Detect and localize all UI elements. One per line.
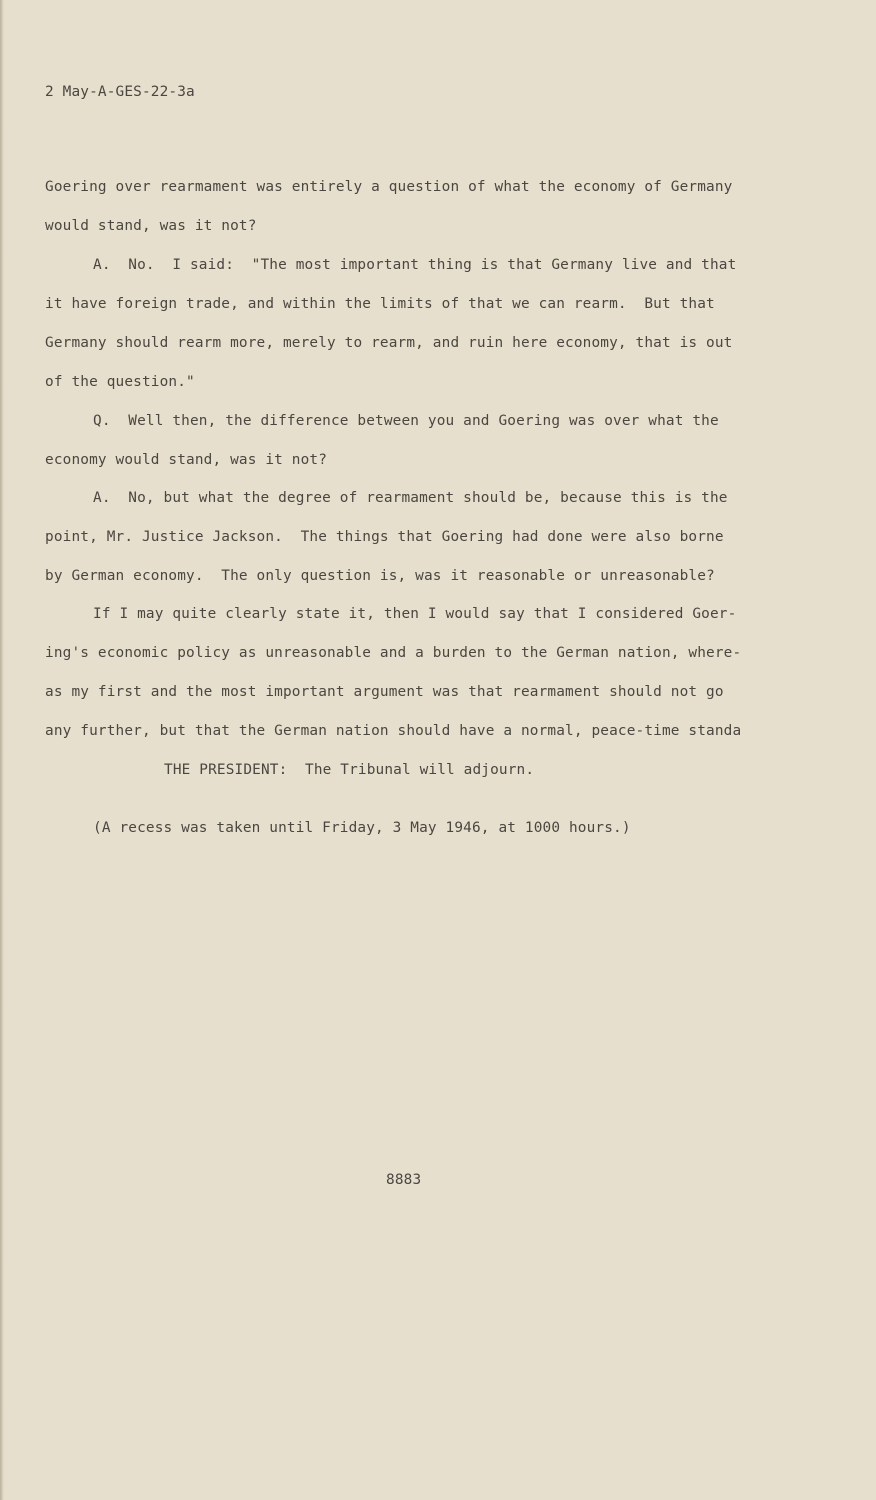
answer-line: A. No. I said: "The most important thing is that Germany live and that bbox=[93, 257, 737, 273]
recess-note: (A recess was taken until Friday, 3 May 1946, at 1000 hours.) bbox=[93, 820, 631, 836]
page-edge-shadow bbox=[0, 0, 4, 1500]
page-number: 8883 bbox=[386, 1172, 422, 1188]
text-line: ing's economic policy as unreasonable and a burden to the German nation, where- bbox=[45, 645, 742, 661]
text-line: would stand, was it not? bbox=[45, 218, 257, 234]
question-line: Q. Well then, the difference between you and Goering was over what the bbox=[93, 413, 719, 429]
president-line: THE PRESIDENT: The Tribunal will adjourn. bbox=[164, 762, 535, 778]
document-reference: 2 May-A-GES-22-3a bbox=[45, 84, 195, 100]
text-line: point, Mr. Justice Jackson. The things that Goering had done were also borne bbox=[45, 529, 724, 545]
text-line: economy would stand, was it not? bbox=[45, 452, 328, 468]
text-line: by German economy. The only question is, was it reasonable or unreasonable? bbox=[45, 568, 715, 584]
text-line: any further, but that the German nation should have a normal, peace-time standa bbox=[45, 723, 742, 739]
paragraph-start-line: If I may quite clearly state it, then I would say that I considered Goer- bbox=[93, 606, 737, 622]
text-line: as my first and the most important argument was that rearmament should not go bbox=[45, 684, 724, 700]
text-line: it have foreign trade, and within the limits of that we can rearm. But that bbox=[45, 296, 715, 312]
text-line: Germany should rearm more, merely to rearm, and ruin here economy, that is out bbox=[45, 335, 733, 351]
answer-line: A. No, but what the degree of rearmament should be, because this is the bbox=[93, 490, 728, 506]
text-line: Goering over rearmament was entirely a question of what the economy of Germany bbox=[45, 179, 733, 195]
text-line: of the question." bbox=[45, 374, 195, 390]
